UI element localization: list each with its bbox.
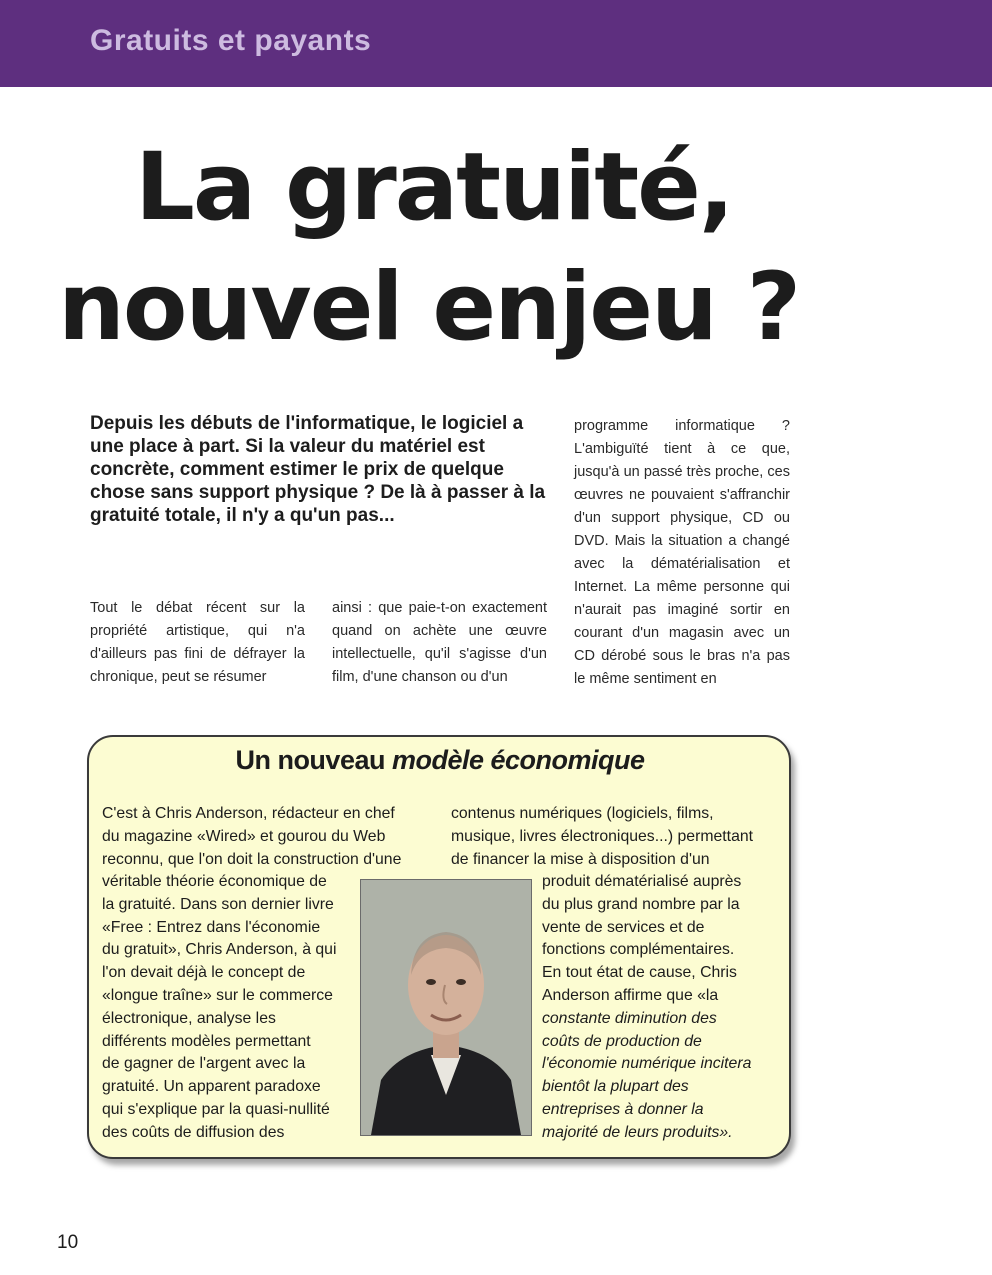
sidebar-box-title: [0, 745, 880, 776]
headline-line-2: nouvel enjeu ?: [58, 253, 800, 362]
box-line: musique, livres électroniques...) permettant: [451, 827, 754, 845]
body-column-1: Tout le débat récent sur la propriété artistique, qui n'a d'ailleurs pas fini de défrayer la chronique, peut se résumer: [90, 600, 305, 685]
box-line: de gagner de l'argent avec la: [102, 1055, 306, 1073]
box-line: vente de services et de: [542, 918, 705, 936]
box-line: constante diminution des: [542, 1009, 717, 1027]
box-line: du magazine «Wired» et gourou du Web: [102, 827, 386, 845]
box-line: En tout état de cause, Chris: [542, 964, 737, 982]
portrait-illustration: [361, 880, 531, 1135]
box-line: «longue traîne» sur le commerce: [102, 986, 333, 1004]
box-line: véritable théorie économique de: [102, 873, 327, 890]
box-line: produit dématérialisé auprès: [542, 873, 742, 890]
box-line: du plus grand nombre par la: [542, 895, 740, 913]
body-column-3: programme informatique ? L'ambiguïté tient à ce que, jusqu'à un passé très proche, ces œuvres ne pouvaient s'affranchir d'un support physique, CD ou DVD. Mais la situation a changé avec la dématérialisation et Internet. La même personne qui n'aurait pas imaginé sortir en courant d'un magasin avec un CD dérobé sous le bras n'a pas le même sentiment en: [574, 418, 790, 687]
box-line: majorité de leurs produits».: [542, 1123, 733, 1141]
box-line: entreprises à donner la: [542, 1100, 704, 1118]
box-line: C'est à Chris Anderson, rédacteur en chef: [102, 805, 395, 822]
page-number: 10: [57, 1232, 79, 1253]
box-line: du gratuit», Chris Anderson, à qui: [102, 941, 337, 959]
box-title-plain: Un nouveau: [235, 745, 392, 775]
box-line: reconnu, que l'on doit la construction d'une: [102, 850, 402, 868]
box-text-top-right: [451, 803, 753, 871]
box-title-italic: modèle économique: [391, 745, 645, 775]
lead-paragraph: Depuis les débuts de l'informatique, le logiciel a une place à part. Si la valeur du matériel est concrète, comment estimer le prix de quelque chose sans support physique ? De là à passer à la gratuité totale, il n'y a qu'un pas...: [90, 413, 546, 526]
box-line: Anderson affirme que «la: [542, 986, 719, 1004]
section-title: Gratuits et payants: [90, 24, 372, 57]
box-line: de financer la mise à disposition d'un: [451, 850, 710, 868]
box-text-right: [542, 871, 751, 1145]
box-line: l'économie numérique incitera: [542, 1055, 752, 1073]
portrait-photo: [360, 879, 532, 1136]
box-line: électronique, analyse les: [102, 1009, 276, 1027]
box-line: différents modèles permettant: [102, 1032, 311, 1050]
section-banner: [0, 0, 992, 87]
headline-line-1: La gratuité,: [135, 133, 733, 242]
box-line: l'on devait déjà le concept de: [102, 964, 306, 982]
box-text-top-left: [102, 803, 401, 871]
body-column-2: ainsi : que paie-t-on exactement quand on achète une œuvre intellectuelle, qu'il s'agisse d'un film, d'une chanson ou d'un: [332, 600, 547, 685]
box-line: qui s'explique par la quasi-nullité: [102, 1100, 330, 1118]
box-line: des coûts de diffusion des: [102, 1123, 285, 1141]
box-line: bientôt la plupart des: [542, 1078, 689, 1096]
box-line: fonctions complémentaires.: [542, 941, 735, 959]
box-line: «Free : Entrez dans l'économie: [102, 918, 321, 936]
box-line: gratuité. Un apparent paradoxe: [102, 1078, 321, 1096]
box-line: contenus numériques (logiciels, films,: [451, 805, 714, 822]
box-text-left: [102, 871, 336, 1145]
box-line: coûts de production de: [542, 1032, 702, 1050]
box-line: la gratuité. Dans son dernier livre: [102, 895, 334, 913]
